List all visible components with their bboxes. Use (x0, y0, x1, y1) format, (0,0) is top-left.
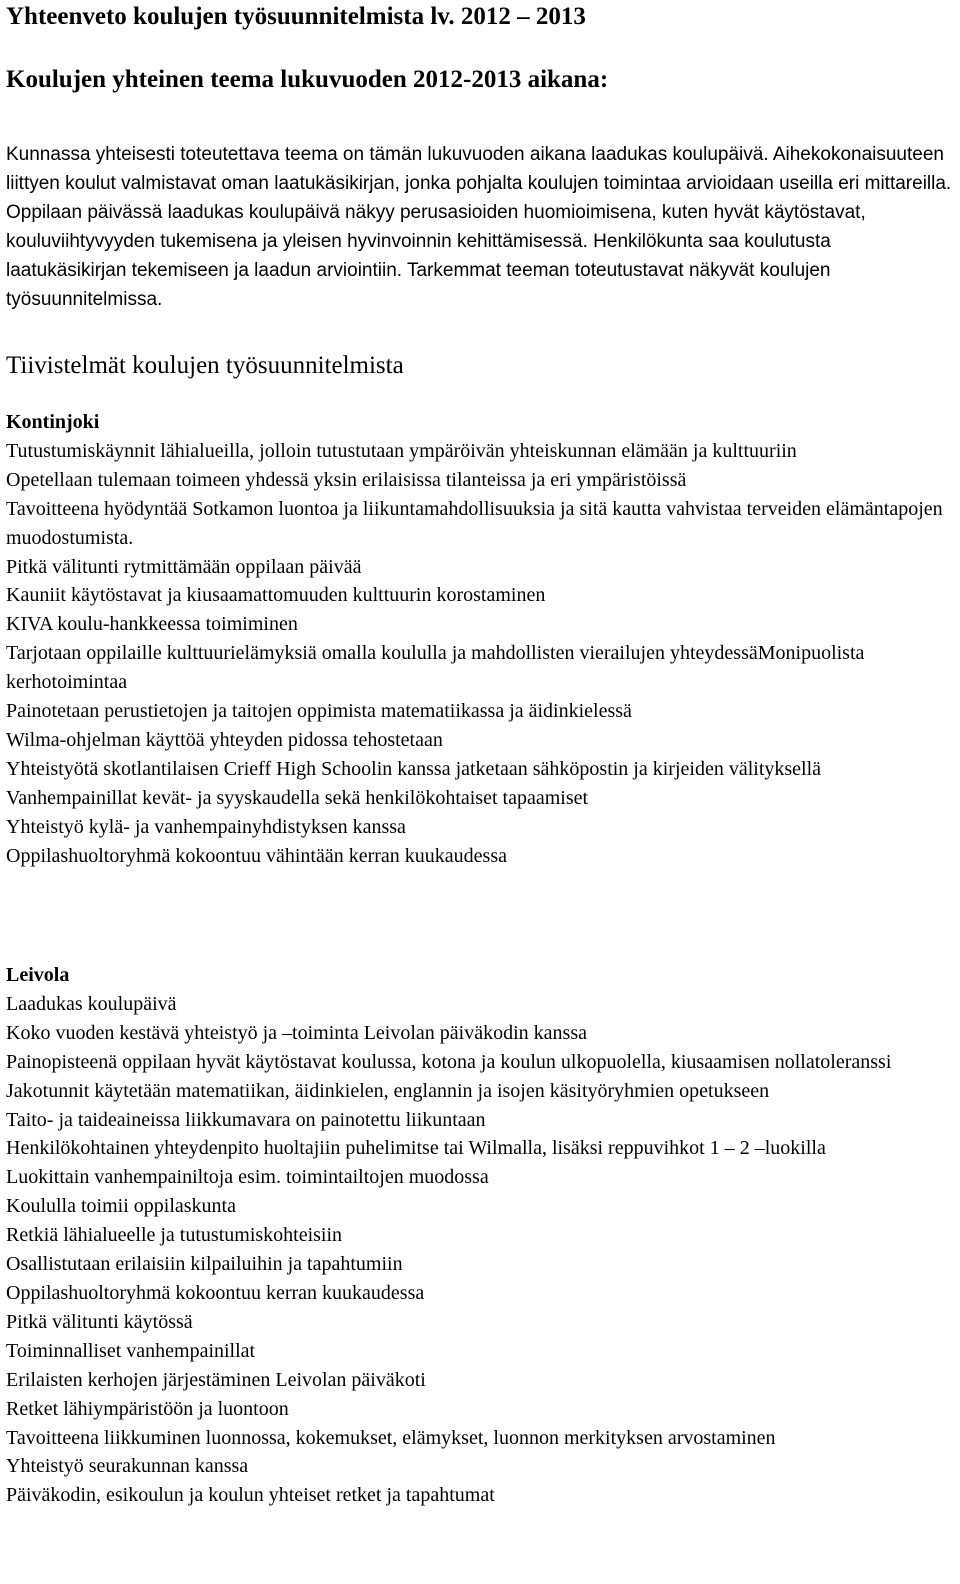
intro-section (6, 140, 952, 314)
list-item: Wilma-ohjelman käyttöä yhteyden pidossa tehostetaan (6, 728, 443, 751)
list-item: Luokittain vanhempainiltoja esim. toimintailtojen muodossa (6, 1166, 489, 1189)
list-item: Pitkä välitunti rytmittämään oppilaan päivää (6, 555, 362, 578)
list-item: Päiväkodin, esikoulun ja koulun yhteiset retket ja tapahtumat (6, 1484, 495, 1507)
list-item: Opetellaan tulemaan toimeen yhdessä yksin erilaisissa tilanteissa ja eri ympäristöissä (6, 468, 687, 491)
summaries-heading: Tiivistelmät koulujen työsuunnitelmista (6, 352, 404, 379)
list-item: Laadukas koulupäivä (6, 992, 177, 1015)
school-section-leivola (6, 961, 952, 1510)
school-section-kontinjoki (6, 408, 952, 871)
list-item: Henkilökohtainen yhteydenpito huoltajiin puhelimitse tai Wilmalla, lisäksi reppuvihkot 1 – 2 –luokilla (6, 1137, 826, 1160)
list-item: Vanhempainillat kevät- ja syyskaudella sekä henkilökohtaiset tapaamiset (6, 786, 589, 809)
list-item: Oppilashuoltoryhmä kokoontuu kerran kuukaudessa (6, 1281, 425, 1304)
theme-heading: Koulujen yhteinen teema lukuvuoden 2012-2013 aikana: (6, 66, 609, 93)
list-item: Koululla toimii oppilaskunta (6, 1195, 236, 1218)
school-name: Leivola (6, 964, 70, 986)
list-item: Erilaisten kerhojen järjestäminen Leivolan päiväkoti (6, 1368, 426, 1391)
list-item: Painopisteenä oppilaan hyvät käytöstavat koulussa, kotona ja koulun ulkopuolella, kiusaamisen nollatoleranssi (6, 1050, 892, 1073)
list-item: Yhteistyö kylä- ja vanhempainyhdistyksen kanssa (6, 815, 406, 838)
list-item: Tutustumiskäynnit lähialueilla, jolloin tutustutaan ympäröivän yhteiskunnan elämään ja kulttuuriin (6, 439, 797, 462)
document-title: Yhteenveto koulujen työsuunnitelmista lv. 2012 – 2013 (6, 3, 586, 30)
list-item: Retkiä lähialueelle ja tutustumiskohteisiin (6, 1224, 343, 1247)
school-item-list (6, 990, 952, 1510)
intro-paragraph: Kunnassa yhteisesti toteutettava teema on tämän lukuvuoden aikana laadukas koulupäivä. Aihekokonaisuuteen liittyen koulut valmistavat oman laatukäsikirjan, jonka pohjalta koulujen toimintaa arvioidaan useilla eri mittareilla. Oppilaan päivässä laadukas koulupäivä näkyy perusasioiden huomioimisena, kuten hyvät käytöstavat, kouluviihtyvyyden tukemisena ja yleisen hyvinvoinnin kehittämisessä. Henkilökunta saa koulutusta laatukäsikirjan tekemiseen ja laadun arviointiin. Tarkemmat teeman toteutustavat näkyvät koulujen työsuunnitelmissa. (6, 144, 952, 310)
list-item: Koko vuoden kestävä yhteistyö ja –toiminta Leivolan päiväkodin kanssa (6, 1021, 587, 1044)
school-name: Kontinjoki (6, 411, 100, 433)
list-item: Osallistutaan erilaisiin kilpailuihin ja tapahtumiin (6, 1253, 403, 1276)
list-item: Jakotunnit käytetään matematiikan, äidinkielen, englannin ja isojen käsityöryhmien opetukseen (6, 1079, 770, 1102)
list-item: Yhteistyötä skotlantilaisen Crieff High Schoolin kanssa jatketaan sähköpostin ja kirjeiden välityksellä (6, 757, 822, 780)
list-item: Tavoitteena hyödyntää Sotkamon luontoa ja liikuntamahdollisuuksia ja sitä kautta vahvistaa terveiden elämäntapojen muodostumista. (6, 497, 943, 549)
list-item: KIVA koulu-hankkeessa toimiminen (6, 613, 298, 636)
list-item: Toiminnalliset vanhempainillat (6, 1339, 256, 1362)
list-item: Tavoitteena liikkuminen luonnossa, kokemukset, elämykset, luonnon merkityksen arvostaminen (6, 1426, 776, 1449)
list-item: Kauniit käytöstavat ja kiusaamattomuuden kulttuurin korostaminen (6, 584, 546, 607)
list-item: Yhteistyö seurakunnan kanssa (6, 1455, 249, 1478)
list-item: Pitkä välitunti käytössä (6, 1310, 193, 1333)
list-item: Oppilashuoltoryhmä kokoontuu vähintään kerran kuukaudessa (6, 844, 507, 867)
list-item: Taito- ja taideaineissa liikkumavara on painotettu liikuntaan (6, 1108, 486, 1131)
school-item-list (6, 437, 952, 871)
list-item: Painotetaan perustietojen ja taitojen oppimista matematiikassa ja äidinkielessä (6, 700, 632, 723)
list-item: Retket lähiympäristöön ja luontoon (6, 1397, 289, 1420)
list-item: Tarjotaan oppilaille kulttuurielämyksiä omalla koululla ja mahdollisten vierailujen yhteydessäMonipuolista kerhotoimintaa (6, 642, 865, 694)
